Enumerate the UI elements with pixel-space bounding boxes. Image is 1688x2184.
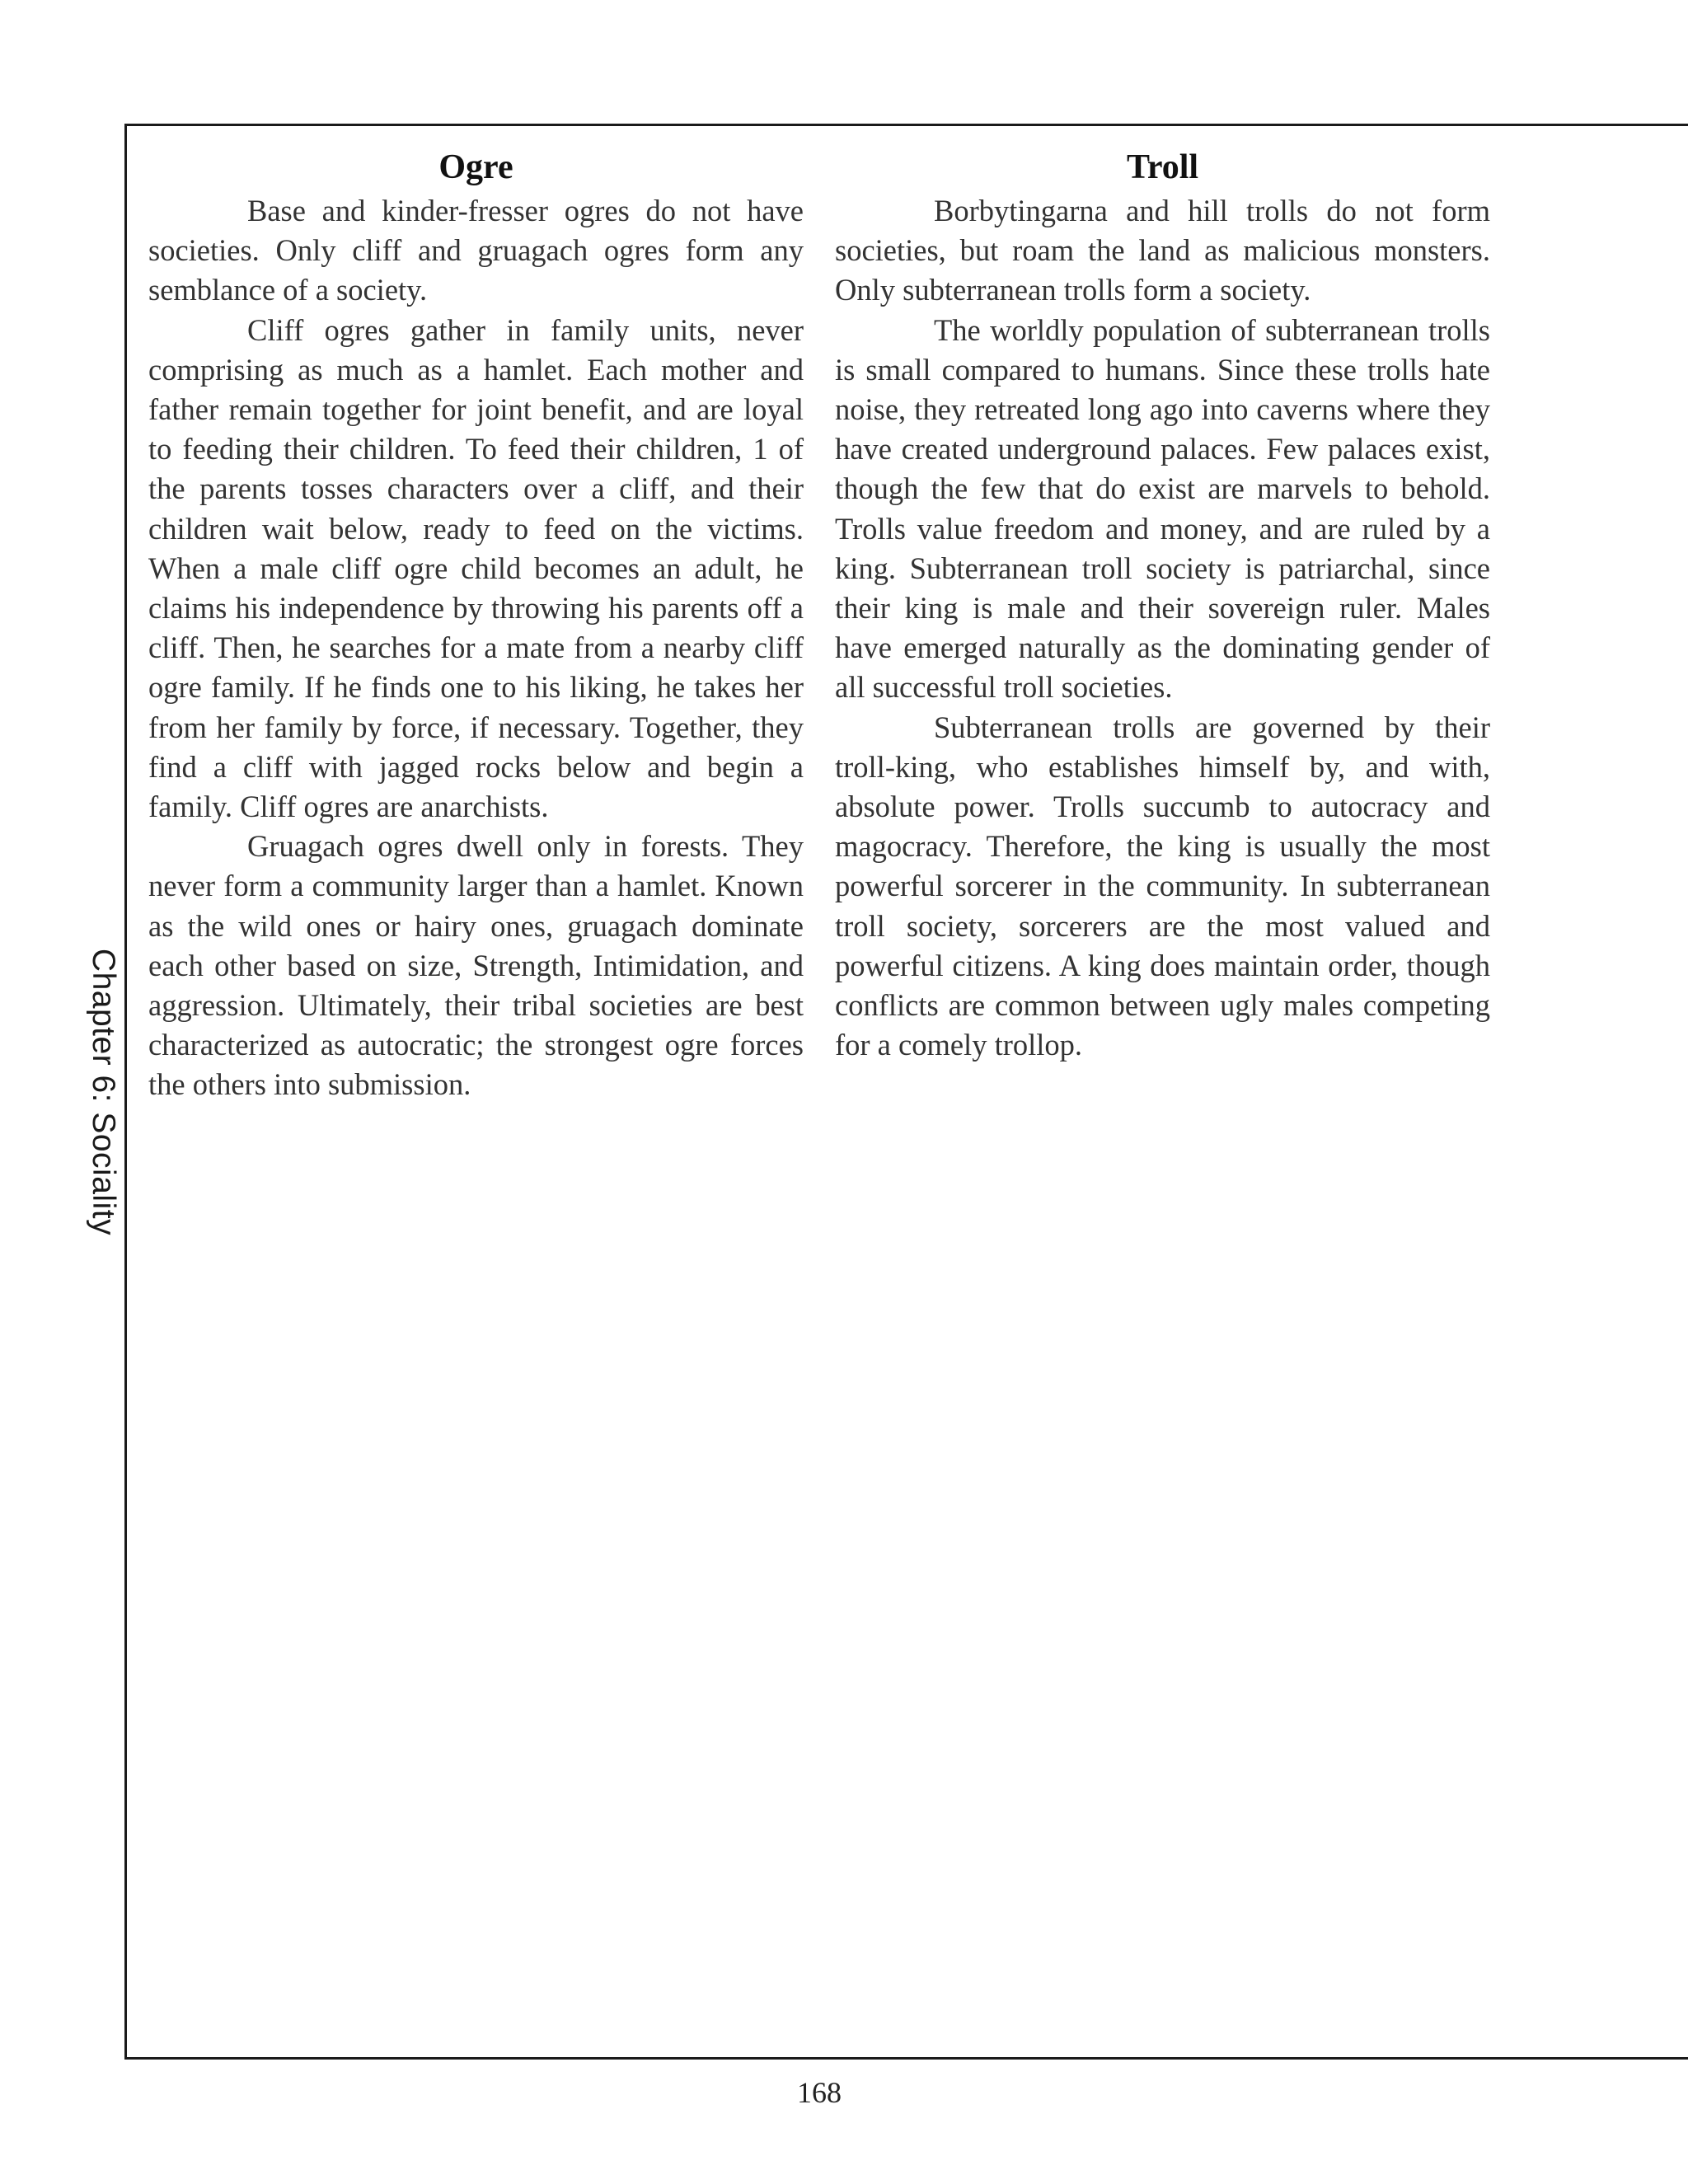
page-frame-left-rule xyxy=(124,124,127,2059)
ogre-heading: Ogre xyxy=(438,148,513,186)
troll-paragraph-1: Borbytingarna and hill trolls do not form societies, but roam the land as malicious monsters. Only subterranean trolls form a society. xyxy=(835,194,1490,307)
troll-paragraph-3: Subterranean trolls are governed by their troll-king, who establishes himself by, and with, absolute power. Trolls succumb to autocracy and magocracy. Therefore, the king is usually the most powerful sorcerer in the community. In subterranean troll society, sorcerers are the most valued and powerful citizens. A king does maintain order, though conflicts are common between ugly males competing for a comely trollop. xyxy=(835,710,1490,1062)
troll-paragraph-2: The worldly population of subterranean trolls is small compared to humans. Since these trolls hate noise, they retreated long ago into caverns where they have created underground palaces. Few palaces exist, though the few that do exist are marvels to behold. Trolls value freedom and money, and are ruled by a king. Subterranean troll society is patriarchal, since their king is male and their sovereign ruler. Males have emerged naturally as the dominating gender of all successful troll societies. xyxy=(835,312,1490,705)
ogre-paragraph-3: Gruagach ogres dwell only in forests. They never form a community larger than a hamlet. Known as the wild ones or hairy ones, gruagach dominate each other based on size, Strength, Intimidation, and aggression. Ultimately, their tribal societies are best characterized as autocratic; the strongest ogre forces the others into submission. xyxy=(148,829,804,1102)
ogre-paragraph-2: Cliff ogres gather in family units, never comprising as much as a hamlet. Each mother and father remain together for joint benefit, and are loyal to feeding their children. To feed their children, 1 of the parents tosses characters over a cliff, and their children wait below, ready to feed on the victims. When a male cliff ogre child becomes an adult, he claims his independence by throwing his parents off a cliff. Then, he searches for a mate from a nearby cliff ogre family. If he finds one to his liking, he takes her from her family by force, if necessary. Together, they find a cliff with jagged rocks below and begin a family. Cliff ogres are anarchists. xyxy=(148,312,804,824)
ogre-paragraph-1: Base and kinder-fresser ogres do not have societies. Only cliff and gruagach ogres form any semblance of a society. xyxy=(148,194,804,307)
page-frame-bottom-rule xyxy=(124,2057,1688,2060)
page-number: 168 xyxy=(797,2076,842,2109)
chapter-side-label: Chapter 6: Sociality xyxy=(86,948,121,1236)
troll-column xyxy=(835,143,1490,1065)
troll-heading: Troll xyxy=(1126,148,1199,186)
page-frame-top-rule xyxy=(124,124,1688,126)
ogre-column xyxy=(148,143,804,1105)
